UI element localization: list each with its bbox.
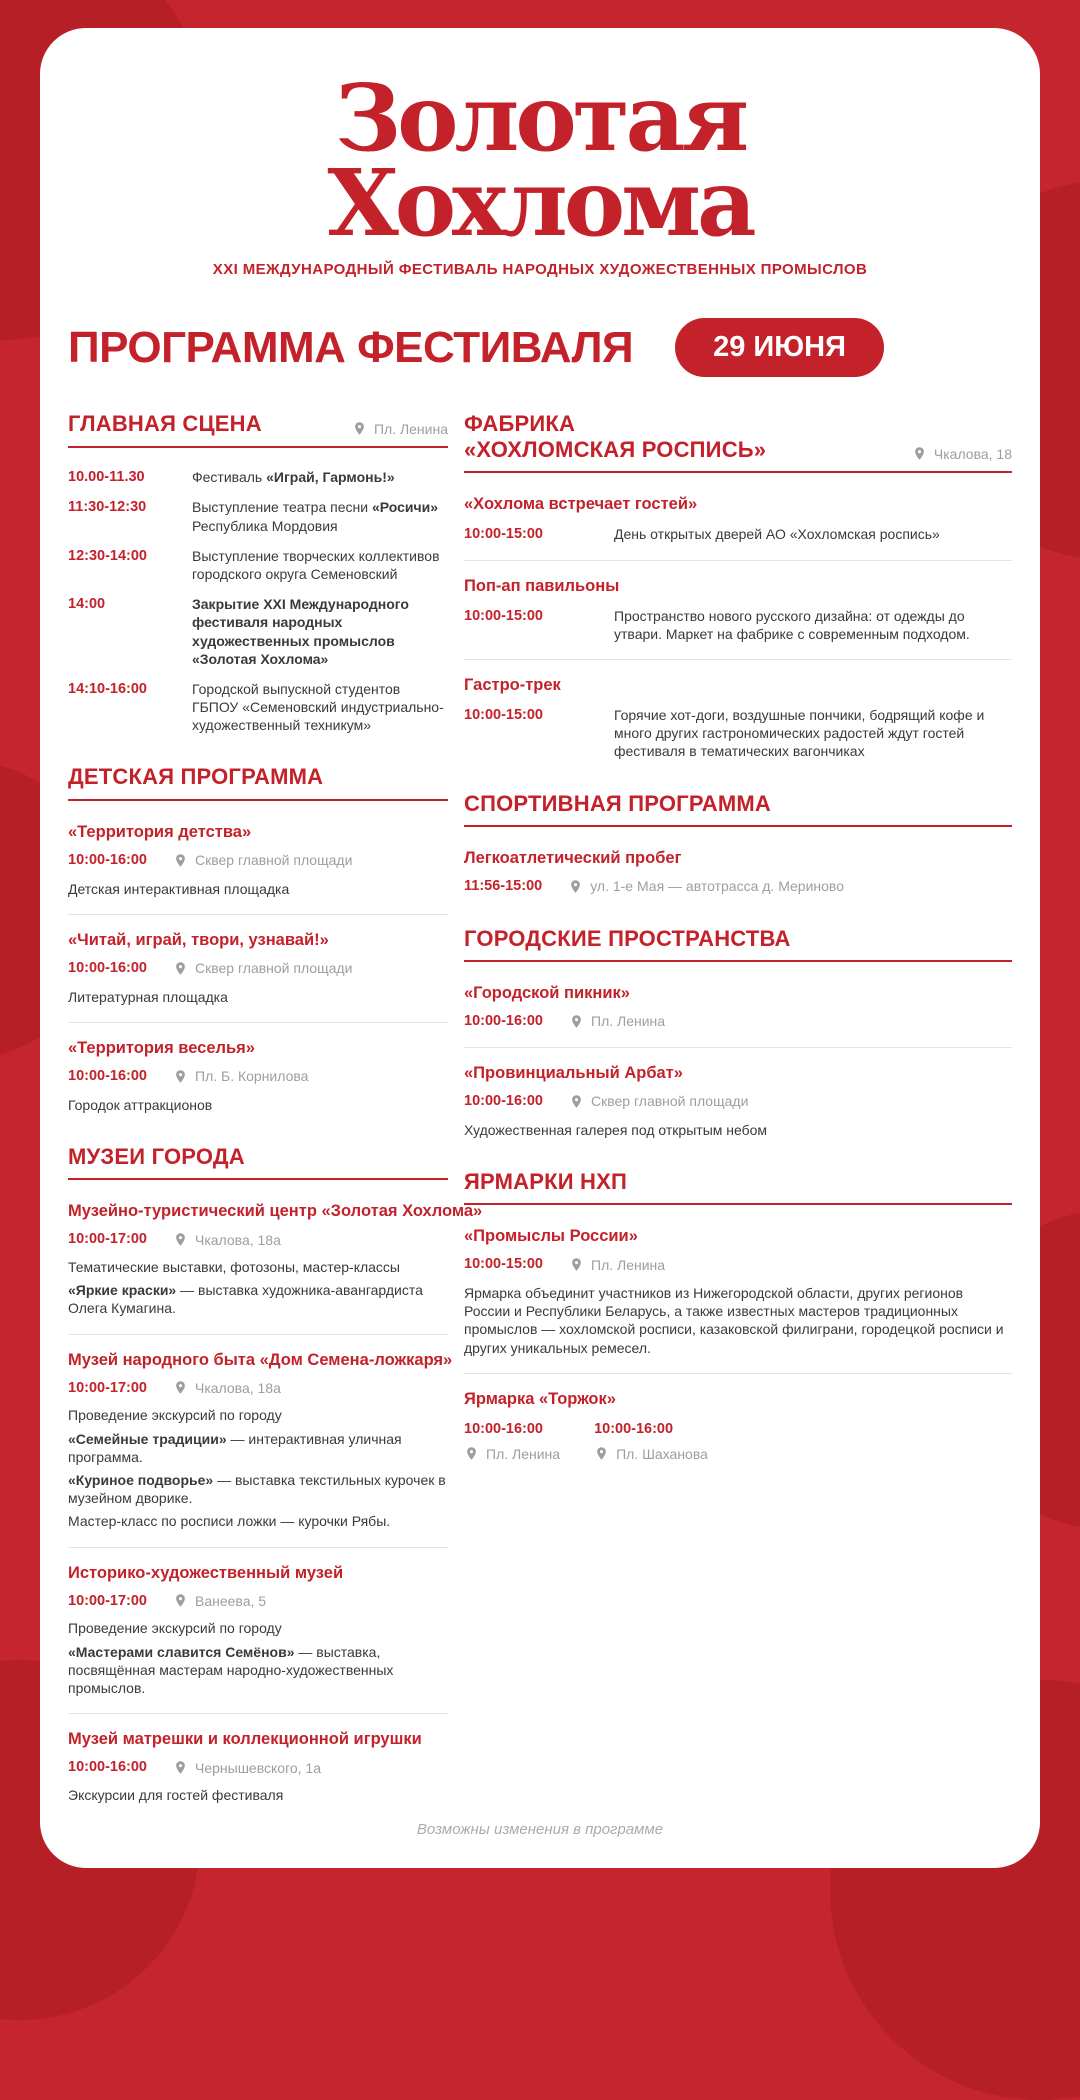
location-label: Пл. Ленина	[373, 420, 448, 437]
divider	[464, 560, 1012, 561]
event-desc: Ярмарка объединит участников из Нижегородской области, других регионов России и Республики Беларусь, а также известных мастеров традиционных промыслов — хохломской росписи, казаковской филиграни, городецкой росписи и других уникальных ремесел.	[464, 1285, 1004, 1356]
section-fairs	[464, 1169, 1012, 1466]
event-location	[173, 1232, 281, 1248]
event-time: 10:00-16:00	[68, 851, 147, 868]
section-title: ГОРОДСКИЕ ПРОСТРАНСТВА	[464, 925, 791, 951]
event	[68, 931, 448, 1006]
event-desc: Литературная площадка	[68, 988, 228, 1005]
location-label: ул. 1-е Мая — автотрасса д. Мериново	[590, 878, 844, 895]
logo-line-2: Хохлома	[327, 148, 753, 257]
section-sport	[464, 791, 1012, 896]
location-label: Пл. Ленина	[591, 1013, 666, 1030]
event-time-location	[68, 1230, 448, 1249]
location-pin-icon	[173, 853, 188, 868]
event-slots	[464, 1420, 1012, 1466]
event-time-location	[464, 1255, 1012, 1274]
event	[68, 1202, 483, 1317]
event-location	[464, 1446, 560, 1462]
location-label: Ванеева, 5	[195, 1592, 267, 1609]
event-name: Музейно-туристический центр «Золотая Хохлома»	[68, 1202, 483, 1221]
location-label: Сквер главной площади	[591, 1093, 749, 1110]
section-main-stage	[68, 411, 448, 734]
section-header-factory	[464, 411, 1012, 473]
location-pin-icon	[912, 446, 927, 461]
event-time: 10:00-16:00	[464, 1092, 543, 1109]
divider	[464, 1047, 1012, 1048]
footer-note: Возможны изменения в программе	[416, 1821, 664, 1838]
event-name: Ярмарка «Торжок»	[464, 1389, 616, 1408]
event-location	[173, 1760, 321, 1776]
event-desc: Детская интерактивная площадка	[68, 880, 290, 897]
section-header-museums	[68, 1144, 448, 1180]
section-factory	[464, 411, 1012, 760]
location-pin-icon	[569, 1014, 584, 1029]
section-title: ЯРМАРКИ НХП	[464, 1168, 628, 1194]
location-pin-icon	[173, 1069, 188, 1084]
event	[68, 1564, 448, 1698]
divider	[68, 1022, 448, 1023]
event-location	[569, 1257, 665, 1273]
event-name: Музей народного быта «Дом Семена-ложкаря»	[68, 1350, 453, 1369]
event-desc-lines	[68, 1406, 448, 1530]
logo-line-1: Золотая	[334, 64, 746, 172]
event-desc: Пространство нового русского дизайна: от одежды до утвари. Маркет на фабрике с современным подходом.	[614, 607, 970, 642]
location-pin-icon	[569, 1094, 584, 1109]
event-time-location	[464, 1012, 1012, 1031]
right-column	[464, 411, 1012, 1834]
desc-line: «Яркие краски» — выставка художника-авангардиста Олега Кумагина.	[68, 1282, 423, 1317]
event-time: 10:00-16:00	[68, 1759, 147, 1776]
section-header-sport	[464, 791, 1012, 827]
event	[464, 676, 1012, 761]
event-time: 10:00-16:00	[68, 1067, 147, 1084]
event-time-location	[68, 1067, 448, 1086]
event-time-location	[68, 851, 448, 870]
event	[464, 849, 1012, 896]
event	[464, 1390, 1012, 1466]
event-time-location	[68, 1379, 448, 1398]
event-name: «Территория веселья»	[68, 1038, 255, 1057]
event-name: «Провинциальный Арбат»	[464, 1063, 683, 1082]
desc-line: Проведение экскурсий по городу	[68, 1620, 282, 1637]
location-pin-icon	[568, 879, 583, 894]
event	[464, 495, 1012, 544]
event-desc: Художественная галерея под открытым небом	[464, 1121, 768, 1138]
section-title: ФАБРИКА «ХОХЛОМСКАЯ РОСПИСЬ»	[464, 411, 767, 462]
location-pin-icon	[352, 421, 367, 436]
location-label: Пл. Ленина	[486, 1445, 561, 1462]
event	[464, 1064, 1012, 1139]
location-label: Чкалова, 18а	[195, 1231, 281, 1248]
event-time: 11:56-15:00	[464, 877, 543, 894]
section-city-spaces	[464, 926, 1012, 1139]
section-location	[912, 446, 1012, 462]
schedule-time: 10.00-11.30	[68, 468, 145, 485]
event-time: 10:00-16:00	[594, 1420, 674, 1437]
event-location	[594, 1446, 708, 1462]
location-label: Сквер главной площади	[195, 960, 353, 977]
event-location	[568, 878, 844, 894]
event-name: «Промыслы России»	[464, 1227, 638, 1246]
divider	[68, 1713, 448, 1714]
schedule-desc: Городской выпускной студентов ГБПОУ «Семеновский индустриально-художественный техникум»	[192, 680, 444, 734]
event-time: 10:00-17:00	[68, 1231, 147, 1248]
event-time: 10:00-17:00	[68, 1379, 147, 1396]
event-time-desc	[464, 525, 1012, 544]
desc-line: Тематические выставки, фотозоны, мастер-классы	[68, 1258, 400, 1275]
location-label: Пл. Шаханова	[616, 1445, 708, 1462]
schedule-time: 14:00	[68, 596, 106, 613]
schedule-time: 14:10-16:00	[68, 680, 147, 697]
event-time: 10:00-16:00	[464, 1420, 543, 1437]
event-name: «Городской пикник»	[464, 984, 630, 1003]
section-title: СПОРТИВНАЯ ПРОГРАММА	[464, 790, 771, 816]
location-label: Пл. Б. Корнилова	[195, 1068, 309, 1085]
event-name: Поп-ап павильоны	[464, 576, 620, 595]
desc-line: «Семейные традиции» — интерактивная уличная программа.	[68, 1430, 402, 1465]
event-name: «Территория детства»	[68, 822, 252, 841]
section-title: ГЛАВНАЯ СЦЕНА	[68, 411, 262, 437]
event-desc-lines	[68, 1258, 448, 1318]
schedule-time: 12:30-14:00	[68, 547, 147, 564]
event-time-location	[68, 959, 448, 978]
section-header-city-spaces	[464, 926, 1012, 962]
event	[464, 984, 1012, 1031]
page-title: ПРОГРАММА ФЕСТИВАЛЯ	[68, 322, 634, 372]
section-header-main-stage	[68, 411, 448, 447]
desc-line: «Куриное подворье» — выставка текстильных курочек в музейном дворике.	[68, 1471, 446, 1507]
location-pin-icon	[173, 1760, 188, 1775]
divider	[464, 1373, 1012, 1374]
location-label: Чкалова, 18а	[195, 1379, 281, 1396]
event-name: «Хохлома встречает гостей»	[464, 494, 698, 513]
left-column	[68, 411, 483, 1834]
event	[68, 1039, 448, 1114]
title-row	[68, 318, 1012, 377]
event-name: Легкоатлетический пробег	[464, 848, 682, 867]
event	[68, 1350, 453, 1531]
event-slot	[594, 1420, 708, 1466]
event-slot	[464, 1420, 560, 1466]
event-time-desc	[464, 607, 1012, 643]
event-location	[569, 1013, 665, 1029]
desc-line: Мастер-класс по росписи ложки — курочки Рябы.	[68, 1513, 391, 1530]
event-time: 10:00-15:00	[464, 707, 543, 724]
section-location	[352, 421, 448, 437]
desc-line: Экскурсии для гостей фестиваля	[68, 1786, 284, 1803]
event-location	[173, 1593, 266, 1609]
event-location	[569, 1093, 748, 1109]
event-time: 10:00-15:00	[464, 607, 543, 624]
divider	[464, 659, 1012, 660]
location-pin-icon	[594, 1446, 609, 1461]
event-time: 10:00-15:00	[464, 1256, 543, 1273]
date-badge: 29 ИЮНЯ	[675, 318, 884, 377]
section-header-kids	[68, 764, 448, 800]
location-pin-icon	[173, 1232, 188, 1247]
event-time-location	[68, 1592, 448, 1611]
section-title: МУЗЕИ ГОРОДА	[68, 1143, 245, 1169]
desc-line: «Мастерами славится Семёнов» — выставка, посвящённая мастерам народно-художественных промыслов.	[68, 1643, 394, 1696]
event	[464, 577, 1012, 643]
event-desc: День открытых дверей АО «Хохломская роспись»	[614, 525, 940, 542]
event-location	[173, 852, 352, 868]
location-label: Чернышевского, 1а	[195, 1759, 321, 1776]
location-label: Чкалова, 18	[933, 445, 1012, 462]
schedule-time: 11:30-12:30	[68, 499, 147, 516]
event	[68, 1730, 448, 1804]
section-header-fairs	[464, 1169, 1012, 1205]
location-pin-icon	[569, 1257, 584, 1272]
event-time-desc	[464, 706, 1012, 761]
event-time: 10:00-17:00	[68, 1592, 147, 1609]
schedule-desc: Закрытие XXI Международного фестиваля народных художественных промыслов «Золотая Хохлома»	[192, 596, 409, 667]
location-pin-icon	[464, 1446, 479, 1461]
location-label: Пл. Ленина	[591, 1256, 666, 1273]
event-time-location	[464, 1092, 1012, 1111]
schedule-desc: Выступление театра песни «Росичи» Республика Мордовия	[192, 499, 438, 534]
event-location	[173, 1068, 308, 1084]
event-time: 10:00-16:00	[464, 1013, 543, 1030]
section-title: ДЕТСКАЯ ПРОГРАММА	[68, 764, 324, 790]
event-time: 10:00-15:00	[464, 525, 543, 542]
event-name: Историко-художественный музей	[68, 1563, 344, 1582]
event-location	[173, 1380, 281, 1396]
schedule-desc: Фестиваль «Играй, Гармонь!»	[192, 468, 395, 485]
event-desc-lines	[68, 1786, 448, 1804]
location-pin-icon	[173, 961, 188, 976]
event	[68, 823, 448, 898]
desc-line: Проведение экскурсий по городу	[68, 1407, 282, 1424]
event	[464, 1227, 1012, 1357]
divider	[68, 1334, 448, 1335]
event-time-location	[464, 877, 1012, 896]
festival-logo	[68, 64, 1012, 279]
event-name: Гастро-трек	[464, 676, 561, 695]
schedule-desc: Выступление творческих коллективов городского округа Семеновский	[192, 547, 440, 582]
location-pin-icon	[173, 1593, 188, 1608]
schedule-rows	[68, 468, 448, 735]
poster-card	[40, 28, 1040, 1868]
event-time: 10:00-16:00	[68, 959, 147, 976]
divider	[68, 1547, 448, 1548]
location-label: Сквер главной площади	[195, 852, 353, 869]
event-desc: Городок аттракционов	[68, 1096, 213, 1113]
section-kids-program	[68, 764, 448, 1113]
location-pin-icon	[173, 1380, 188, 1395]
divider	[68, 914, 448, 915]
event-desc: Горячие хот-доги, воздушные пончики, бодрящий кофе и много других гастрономических радостей ждут гостей фестиваля в тематических вагончиках	[614, 707, 985, 760]
event-time-location	[68, 1758, 448, 1777]
program-columns	[68, 411, 1012, 1834]
event-location	[173, 960, 352, 976]
event-name: «Читай, играй, твори, узнавай!»	[68, 930, 329, 949]
logo-subtitle: XXI МЕЖДУНАРОДНЫЙ ФЕСТИВАЛЬ НАРОДНЫХ ХУДОЖЕСТВЕННЫХ ПРОМЫСЛОВ	[212, 261, 868, 279]
section-museums	[68, 1143, 483, 1804]
event-name: Музей матрешки и коллекционной игрушки	[68, 1730, 422, 1749]
event-desc-lines	[68, 1619, 448, 1697]
